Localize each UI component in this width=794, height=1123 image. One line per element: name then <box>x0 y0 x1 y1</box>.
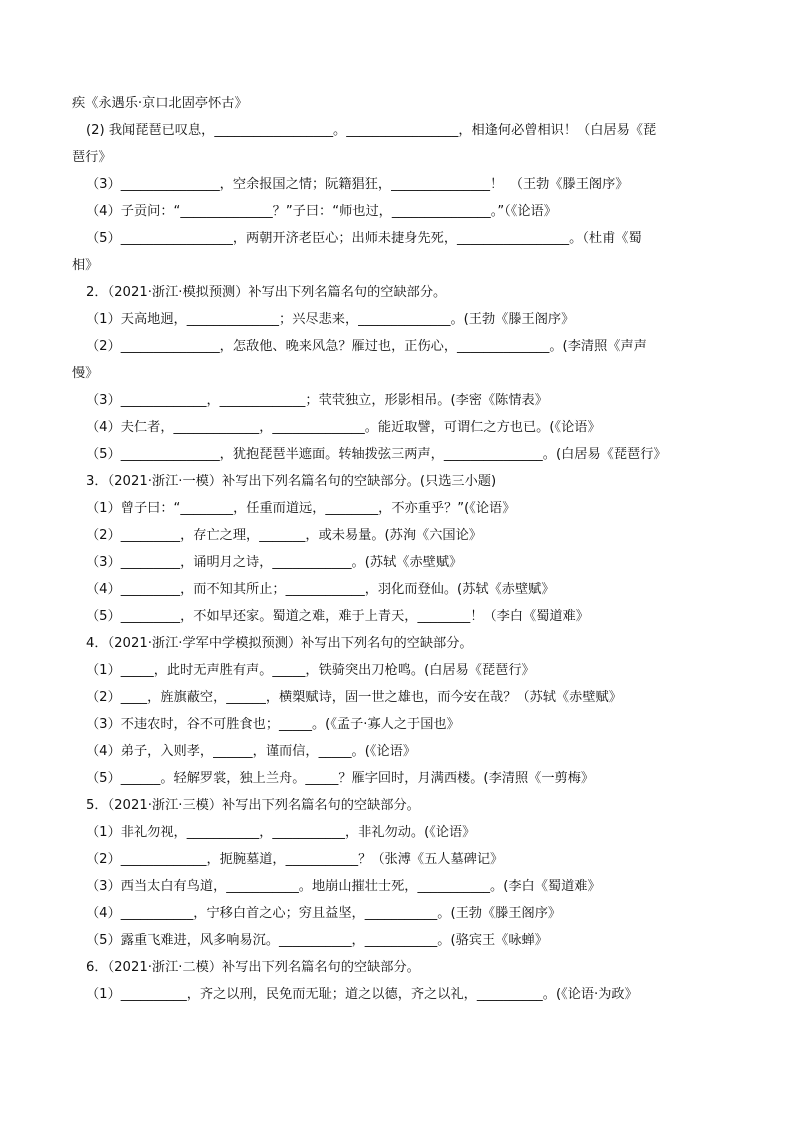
continued-line: 疾《永遇乐·京口北固亭怀古》 <box>72 96 248 111</box>
continued-line: 慢》 <box>72 366 99 381</box>
fill-blank-item: （4）子贡问：“______________？”子曰：“师也过，_______________。”（《论语》 <box>86 204 557 219</box>
fill-blank-item: （3）不违农时，谷不可胜食也；_____。(《孟子·寡人之于国也》 <box>86 717 460 732</box>
continued-line: 琶行》 <box>72 150 112 165</box>
document-page <box>72 90 730 1008</box>
question-heading: 5．（2021·浙江·三模）补写出下列名篇名句的空缺部分。 <box>86 798 420 813</box>
question-heading: 2．（2021·浙江·模拟预测）补写出下列名篇名句的空缺部分。 <box>86 285 447 300</box>
fill-blank-item: （1）曾子曰：“________，任重而道远，________，不亦重乎？”(《论语》 <box>86 501 516 516</box>
fill-blank-item: (2) 我闻琵琶已叹息，__________________。_________________，相逢何必曾相识！（白居易《琵 <box>86 123 657 138</box>
fill-blank-item: （1）__________，齐之以刑，民免而无耻；道之以德，齐之以礼，__________。(《论语·为政》 <box>86 987 638 1002</box>
fill-blank-item: （2）_____________，扼腕墓道，___________？（张溥《五人墓碑记》 <box>86 852 504 867</box>
fill-blank-item: （1）天高地迥，______________；兴尽悲来，______________。(王勃《滕王阁序》 <box>86 312 575 327</box>
fill-blank-item: （4）弟子，入则孝，______，谨而信，_____。(《论语》 <box>86 744 417 759</box>
fill-blank-item: （5）______。轻解罗裳，独上兰舟。_____？雁字回时，月满西楼。(李清照《一剪梅》 <box>86 771 595 786</box>
question-heading: 6．（2021·浙江·二模）补写出下列名篇名句的空缺部分。 <box>86 960 420 975</box>
fill-blank-item: （5）_________________，两朝开济老臣心；出师未捷身先死，_________________。（杜甫《蜀 <box>86 231 642 246</box>
fill-blank-item: （4）_________，而不知其所止；____________，羽化而登仙。(苏轼《赤壁赋》 <box>86 582 555 597</box>
fill-blank-item: （4）夫仁者，_____________，______________。能近取譬，可谓仁之方也已。(《论语》 <box>86 420 601 435</box>
fill-blank-item: （2）_______________，怎敌他、晚来风急？雁过也，正伤心，______________。(李清照《声声 <box>86 339 647 354</box>
fill-blank-item: （1）非礼勿视，___________，___________，非礼勿动。(《论语》 <box>86 825 476 840</box>
fill-blank-item: （3）_____________，_____________；茕茕独立，形影相吊。(李密《陈情表》 <box>86 393 548 408</box>
fill-blank-item: （3）_________，诵明月之诗，____________。(苏轼《赤壁赋》 <box>86 555 463 570</box>
fill-blank-item: （5）_______________，犹抱琵琶半遮面。转轴拨弦三两声，_______________。(白居易《琵琶行》 <box>86 447 667 462</box>
fill-blank-item: （4）___________，宁移白首之心；穷且益坚，___________。(王勃《滕王阁序》 <box>86 906 562 921</box>
fill-blank-item: （5）露重飞难进，风多响易沉。___________，___________。(骆宾王《咏蝉》 <box>86 933 548 948</box>
continued-line: 相》 <box>72 258 99 273</box>
question-heading: 3．（2021·浙江·一模）补写出下列名篇名句的空缺部分。(只选三小题) <box>86 474 497 489</box>
fill-blank-item: （5）_________，不如早还家。蜀道之难，难于上青天，________！（李白《蜀道难》 <box>86 609 589 624</box>
fill-blank-item: （3）_______________，空余报国之情；阮籍猖狂，_______________！ （王勃《滕王阁序》 <box>86 177 629 192</box>
fill-blank-item: （2）_________，存亡之理，_______，或未易量。(苏洵《六国论》 <box>86 528 482 543</box>
question-heading: 4．（2021·浙江·学军中学模拟预测）补写出下列名句的空缺部分。 <box>86 636 473 651</box>
fill-blank-item: （1）_____，此时无声胜有声。_____，铁骑突出刀枪鸣。(白居易《琵琶行》 <box>86 663 535 678</box>
fill-blank-item: （3）西当太白有鸟道，___________。地崩山摧壮士死，___________。(李白《蜀道难》 <box>86 879 601 894</box>
fill-blank-item: （2）____，旌旗蔽空，______，横槊赋诗，固一世之雄也，而今安在哉？（苏轼《赤壁赋》 <box>86 690 622 705</box>
